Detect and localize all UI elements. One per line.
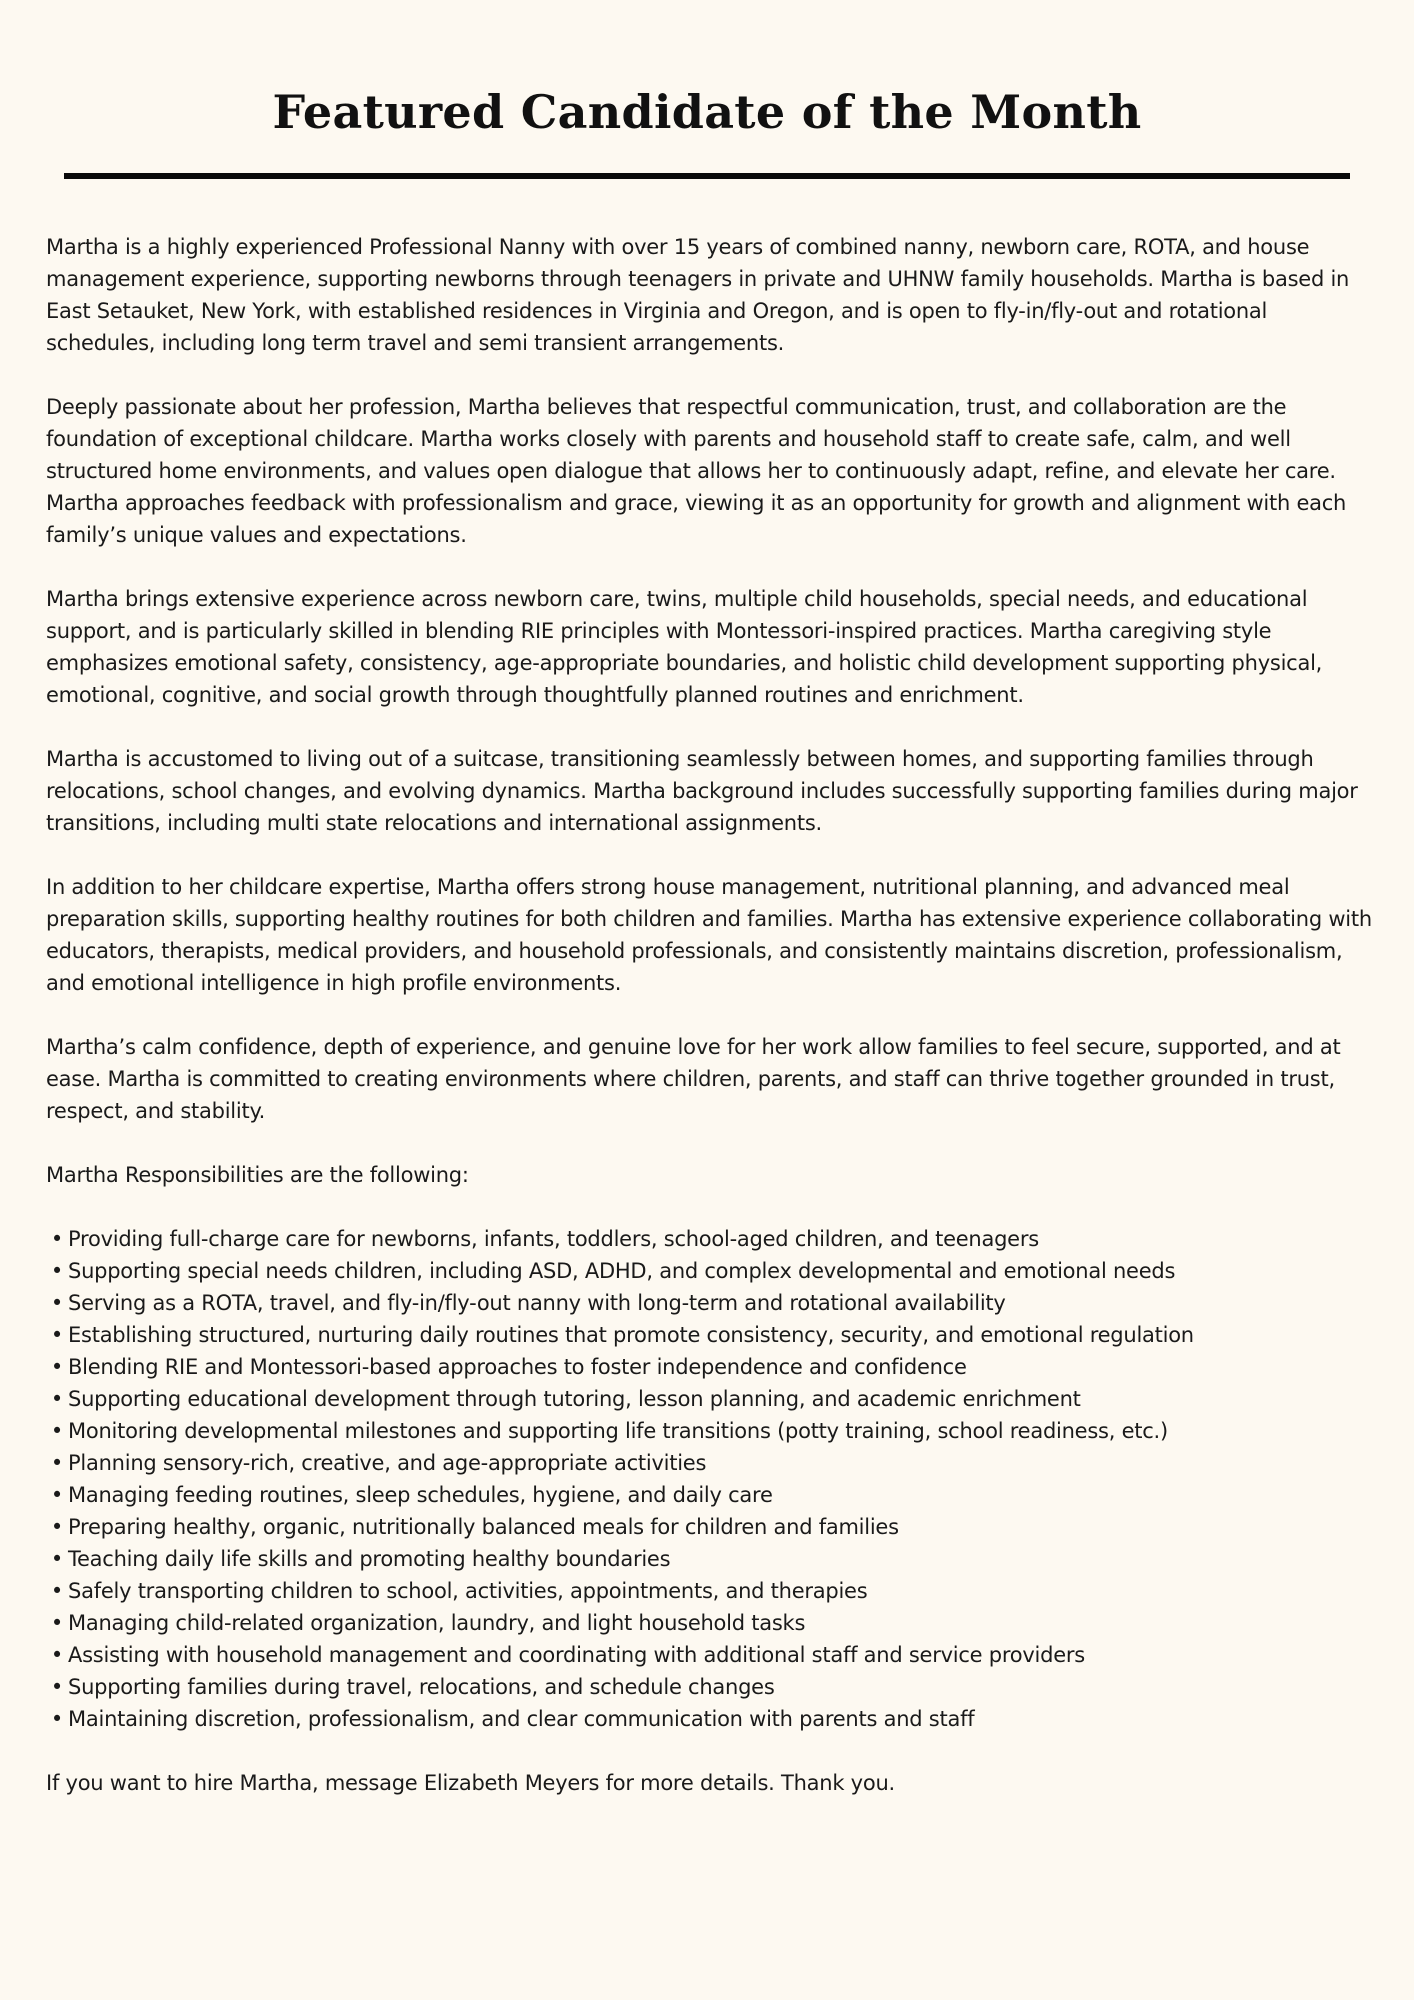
list-item-text: Supporting families during travel, relocations, and schedule changes [68, 1675, 775, 1699]
summary-paragraph: Martha’s calm confidence, depth of experience, and genuine love for her work allow families to feel secure, supported, and at ease. Martha is committed to creating environments where children, parents, and staff can thrive together grounded in trust, respect, and stability. [46, 1035, 1341, 1123]
list-item [46, 1671, 1376, 1703]
bullet-icon: • [50, 1483, 64, 1507]
intro-paragraph: Martha is a highly experienced Professional Nanny with over 15 years of combined nanny, newborn care, ROTA, and house management experience, supporting newborns through teenagers in private and UHNW family households. Martha is based in East Setauket, New York, with established residences in Virginia and Oregon, and is open to fly-in/fly-out and rotational schedules, including long term travel and semi transient arrangements. [46, 235, 1350, 355]
list-item-text: Monitoring developmental milestones and supporting life transitions (potty training, school readiness, etc.) [68, 1419, 1168, 1443]
list-item-text: Providing full-charge care for newborns, infants, toddlers, school-aged children, and teenagers [68, 1227, 1039, 1251]
title-divider [64, 173, 1350, 179]
list-item [46, 1639, 1376, 1671]
list-item [46, 1575, 1376, 1607]
document-body [46, 231, 1376, 1799]
list-item-text: Maintaining discretion, professionalism, and clear communication with parents and staff [68, 1707, 975, 1731]
list-item [46, 1319, 1376, 1351]
house-management-paragraph: In addition to her childcare expertise, Martha offers strong house management, nutritional planning, and advanced meal preparation skills, supporting healthy routines for both children and families. Martha has extensive experience collaborating with educators, therapists, medical providers, and household professionals, and consistently maintains discretion, professionalism, and emotional intelligence in high profile environments. [46, 875, 1372, 995]
bullet-icon: • [50, 1611, 64, 1635]
list-item-text: Serving as a ROTA, travel, and fly-in/fly-out nanny with long-term and rotational availability [68, 1291, 1006, 1315]
list-item [46, 1351, 1376, 1383]
list-item-text: Teaching daily life skills and promoting healthy boundaries [68, 1547, 671, 1571]
bullet-icon: • [50, 1355, 64, 1379]
list-item [46, 1607, 1376, 1639]
bullet-icon: • [50, 1579, 64, 1603]
list-item-text: Establishing structured, nurturing daily routines that promote consistency, security, and emotional regulation [68, 1323, 1194, 1347]
list-item [46, 1223, 1376, 1255]
list-item-text: Preparing healthy, organic, nutritionally balanced meals for children and families [68, 1515, 899, 1539]
list-item [46, 1543, 1376, 1575]
bullet-icon: • [50, 1227, 64, 1251]
list-item [46, 1255, 1376, 1287]
list-item-text: Safely transporting children to school, activities, appointments, and therapies [68, 1579, 868, 1603]
list-item [46, 1479, 1376, 1511]
closing-line: If you want to hire Martha, message Elizabeth Meyers for more details. Thank you. [46, 1771, 895, 1795]
list-item-text: Managing feeding routines, sleep schedules, hygiene, and daily care [68, 1483, 773, 1507]
bullet-icon: • [50, 1419, 64, 1443]
list-item [46, 1703, 1376, 1735]
bullet-icon: • [50, 1323, 64, 1347]
responsibilities-list [46, 1223, 1376, 1735]
list-item-text: Blending RIE and Montessori-based approaches to foster independence and confidence [68, 1355, 967, 1379]
bullet-icon: • [50, 1643, 64, 1667]
list-item-text: Assisting with household management and coordinating with additional staff and service providers [68, 1643, 1085, 1667]
list-item [46, 1415, 1376, 1447]
bullet-icon: • [50, 1451, 64, 1475]
list-item [46, 1511, 1376, 1543]
list-item-text: Managing child-related organization, laundry, and light household tasks [68, 1611, 806, 1635]
responsibilities-heading: Martha Responsibilities are the following: [46, 1163, 469, 1187]
list-item-text: Planning sensory-rich, creative, and age-appropriate activities [68, 1451, 707, 1475]
experience-paragraph: Martha brings extensive experience across newborn care, twins, multiple child households, special needs, and educational support, and is particularly skilled in blending RIE principles with Montessori-inspired practices. Martha caregiving style emphasizes emotional safety, consistency, age-appropriate boundaries, and holistic child development supporting physical, emotional, cognitive, and social growth through thoughtfully planned routines and enrichment. [46, 587, 1323, 707]
bullet-icon: • [50, 1515, 64, 1539]
bullet-icon: • [50, 1291, 64, 1315]
bullet-icon: • [50, 1707, 64, 1731]
bullet-icon: • [50, 1387, 64, 1411]
list-item [46, 1383, 1376, 1415]
list-item [46, 1287, 1376, 1319]
travel-paragraph: Martha is accustomed to living out of a suitcase, transitioning seamlessly between homes, and supporting families through relocations, school changes, and evolving dynamics. Martha background includes successfully supporting families during major transitions, including multi state relocations and international assignments. [46, 747, 1358, 835]
list-item-text: Supporting special needs children, including ASD, ADHD, and complex developmental and emotional needs [68, 1259, 1176, 1283]
list-item-text: Supporting educational development through tutoring, lesson planning, and academic enrichment [68, 1387, 1081, 1411]
bullet-icon: • [50, 1675, 64, 1699]
bullet-icon: • [50, 1547, 64, 1571]
philosophy-paragraph: Deeply passionate about her profession, Martha believes that respectful communication, trust, and collaboration are the foundation of exceptional childcare. Martha works closely with parents and household staff to create safe, calm, and well structured home environments, and values open dialogue that allows her to continuously adapt, refine, and elevate her care. Martha approaches feedback with professionalism and grace, viewing it as an opportunity for growth and alignment with each family’s unique values and expectations. [46, 395, 1347, 547]
list-item [46, 1447, 1376, 1479]
bullet-icon: • [50, 1259, 64, 1283]
page-title: Featured Candidate of the Month [272, 85, 1142, 139]
